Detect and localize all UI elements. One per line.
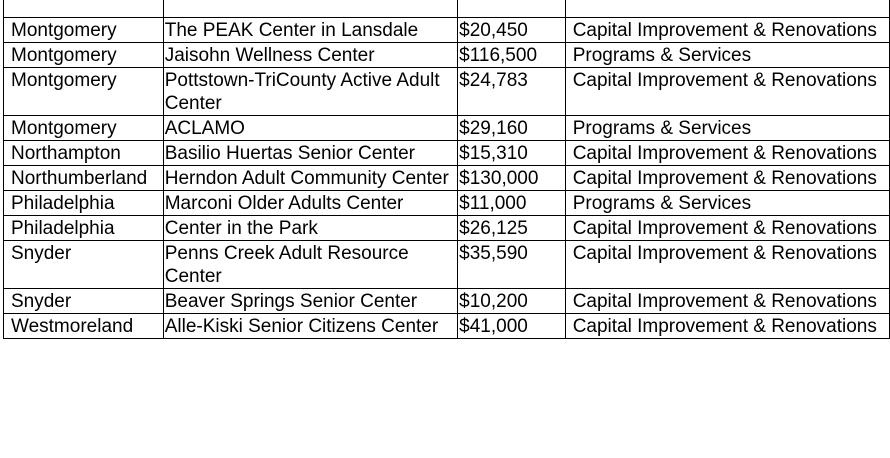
county-cell xyxy=(4,0,164,18)
table-row xyxy=(4,241,890,289)
amount-cell: $35,590 xyxy=(458,241,566,289)
table-row xyxy=(4,116,890,141)
center-cell: Center in the Park xyxy=(163,216,457,241)
county-cell: Philadelphia xyxy=(4,216,164,241)
county-cell: Philadelphia xyxy=(4,191,164,216)
center-cell xyxy=(163,0,457,18)
amount-cell: $24,783 xyxy=(458,68,566,116)
grant-type-cell: Capital Improvement & Renovations xyxy=(565,166,889,191)
grant-type-cell: Capital Improvement & Renovations xyxy=(565,18,889,43)
county-cell: Montgomery xyxy=(4,68,164,116)
amount-cell: $116,500 xyxy=(458,43,566,68)
county-cell: Westmoreland xyxy=(4,314,164,339)
grants-table xyxy=(3,0,890,339)
county-cell: Northumberland xyxy=(4,166,164,191)
county-cell: Montgomery xyxy=(4,18,164,43)
amount-cell xyxy=(458,0,566,18)
grant-type-cell xyxy=(565,0,889,18)
grant-type-cell: Capital Improvement & Renovations xyxy=(565,314,889,339)
grant-type-cell: Capital Improvement & Renovations xyxy=(565,141,889,166)
table-row xyxy=(4,68,890,116)
grant-type-cell: Programs & Services xyxy=(565,116,889,141)
table-row-partial xyxy=(4,0,890,18)
county-cell: Northampton xyxy=(4,141,164,166)
center-cell: Penns Creek Adult Resource Center xyxy=(163,241,457,289)
amount-cell: $11,000 xyxy=(458,191,566,216)
center-cell: Beaver Springs Senior Center xyxy=(163,289,457,314)
amount-cell: $15,310 xyxy=(458,141,566,166)
center-cell: Pottstown-TriCounty Active Adult Center xyxy=(163,68,457,116)
county-cell: Montgomery xyxy=(4,116,164,141)
table-row xyxy=(4,18,890,43)
grant-type-cell: Capital Improvement & Renovations xyxy=(565,216,889,241)
county-cell: Snyder xyxy=(4,289,164,314)
amount-cell: $10,200 xyxy=(458,289,566,314)
table-row xyxy=(4,166,890,191)
table-row xyxy=(4,43,890,68)
grant-type-cell: Capital Improvement & Renovations xyxy=(565,68,889,116)
center-cell: Marconi Older Adults Center xyxy=(163,191,457,216)
amount-cell: $130,000 xyxy=(458,166,566,191)
grant-type-cell: Programs & Services xyxy=(565,43,889,68)
amount-cell: $41,000 xyxy=(458,314,566,339)
amount-cell: $29,160 xyxy=(458,116,566,141)
table-row xyxy=(4,289,890,314)
grant-type-cell: Capital Improvement & Renovations xyxy=(565,241,889,289)
amount-cell: $26,125 xyxy=(458,216,566,241)
center-cell: Basilio Huertas Senior Center xyxy=(163,141,457,166)
center-cell: ACLAMO xyxy=(163,116,457,141)
county-cell: Montgomery xyxy=(4,43,164,68)
county-cell: Snyder xyxy=(4,241,164,289)
grant-type-cell: Capital Improvement & Renovations xyxy=(565,289,889,314)
table-row xyxy=(4,191,890,216)
center-cell: Herndon Adult Community Center xyxy=(163,166,457,191)
table-row xyxy=(4,314,890,339)
grant-type-cell: Programs & Services xyxy=(565,191,889,216)
center-cell: Alle-Kiski Senior Citizens Center xyxy=(163,314,457,339)
table-row xyxy=(4,216,890,241)
center-cell: Jaisohn Wellness Center xyxy=(163,43,457,68)
amount-cell: $20,450 xyxy=(458,18,566,43)
table-row xyxy=(4,141,890,166)
center-cell: The PEAK Center in Lansdale xyxy=(163,18,457,43)
